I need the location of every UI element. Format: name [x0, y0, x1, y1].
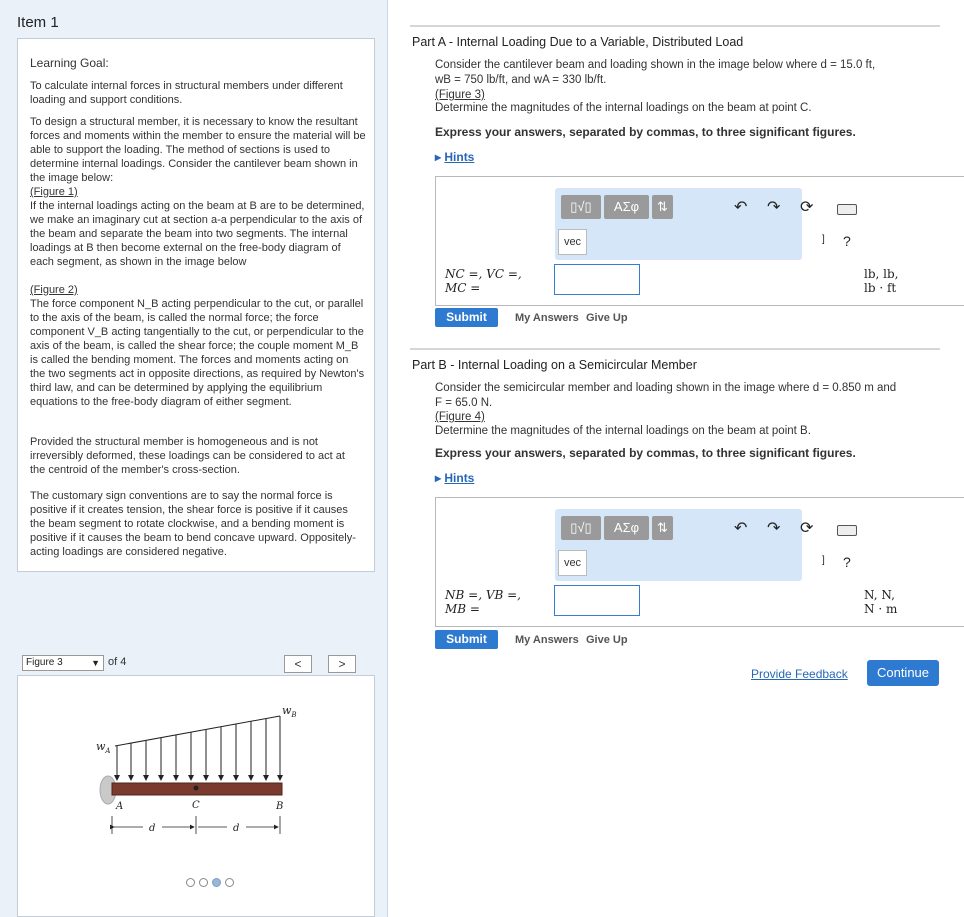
svg-text:wB [282, 704, 297, 719]
part-a-answer-input[interactable] [554, 264, 640, 295]
figure-panel [17, 675, 375, 917]
reset-icon[interactable]: ⟳ [800, 199, 814, 216]
figure-select-value: Figure 3 [26, 657, 63, 668]
sort-arrows-button[interactable]: ⇅ [652, 195, 673, 219]
prev-figure-button[interactable]: < [284, 655, 312, 673]
label-d1: d [149, 823, 156, 834]
part-a-units-line1: lb, lb, [864, 267, 899, 281]
help-icon[interactable]: ? [843, 554, 851, 570]
part-a-line1: Consider the cantilever beam and loading shown in the image below where d = 15.0 ft, [435, 59, 876, 71]
templates-button[interactable]: ▯√▯ [561, 195, 601, 219]
bracket-glyph: ] [822, 555, 825, 566]
part-a-my-answers-button[interactable]: My Answers [515, 312, 579, 324]
part-b-subtitle: - Internal Loading on a Semicircular Member [446, 358, 697, 372]
figure-3-diagram [18, 676, 374, 866]
learning-goal-p5: Provided the structural member is homogeneous and is not irreversibly deformed, these loadings can be considered to act at the centroid of the member's cross-section. [30, 436, 345, 476]
learning-goal-p3: If the internal loadings acting on the beam at B are to be determined, we make an imaginary cut at section a-a perpendicular to the axis of the beam and separate the beam into two segments. The internal loadings at B then become external on the free-body diagram of each segment, as shown in the image below [30, 200, 365, 268]
learning-goal-p1: To calculate internal forces in structural members under different loading and support conditions. [30, 80, 343, 106]
part-b-divider [410, 348, 940, 350]
part-a-answer-box [435, 176, 964, 306]
redo-icon[interactable]: ↷ [767, 520, 781, 537]
part-a-give-up-button[interactable]: Give Up [586, 312, 628, 324]
pager-dot[interactable] [186, 878, 195, 887]
part-a-units-line2: lb · ft [864, 281, 897, 295]
continue-button[interactable]: Continue [867, 660, 939, 686]
svg-text:wA [96, 740, 110, 755]
distributed-load-arrows [117, 716, 280, 780]
part-b-label: Part B [412, 358, 447, 372]
pager-dot[interactable] [199, 878, 208, 887]
redo-icon[interactable]: ↷ [767, 199, 781, 216]
label-a: A [116, 801, 124, 812]
keyboard-icon[interactable] [837, 204, 857, 215]
learning-goal-p2: To design a structural member, it is necessary to know the resultant forces and moments within the member to ensure the material will be able to support the loading. The method of sections is used to determine internal loadings. Consider the cantilever beam shown in the image below: [30, 116, 366, 184]
part-a-eq-line2: MC = [445, 281, 481, 295]
part-a-title [412, 35, 743, 49]
part-a-divider [410, 25, 940, 27]
part-b-submit-button[interactable]: Submit [435, 630, 498, 649]
part-a-label: Part A [412, 35, 446, 49]
part-b-toolbar [555, 509, 802, 581]
part-b-hints-link[interactable]: ▸ Hints [435, 471, 475, 485]
part-a-submit-button[interactable]: Submit [435, 308, 498, 327]
reset-icon[interactable]: ⟳ [800, 520, 814, 537]
greek-symbols-button[interactable]: ΑΣφ [604, 195, 649, 219]
part-b-give-up-button[interactable]: Give Up [586, 634, 628, 646]
learning-goal-p6: The customary sign conventions are to say the normal force is positive if it creates tension, the shear force is positive if it causes the beam segment to rotate clockwise, and a bending moment is positive if it causes the beam to bend concave upward. Oppositely-acting loadings are considered negative. [30, 490, 356, 558]
part-b-eq-line1: NB =, VB =, [445, 588, 521, 602]
point-c-marker [194, 786, 199, 791]
item-title: Item 1 [17, 14, 59, 31]
vec-button[interactable]: vec [558, 550, 587, 576]
part-b-line1: Consider the semicircular member and loading shown in the image where d = 0.850 m and [435, 382, 897, 394]
templates-button[interactable]: ▯√▯ [561, 516, 601, 540]
figure-1-link[interactable]: (Figure 1) [30, 186, 78, 198]
label-wa-sub: A [105, 747, 111, 755]
provide-feedback-link[interactable]: Provide Feedback [751, 667, 848, 681]
greek-symbols-button[interactable]: ΑΣφ [604, 516, 649, 540]
undo-icon[interactable]: ↶ [734, 520, 748, 537]
figure-2-link[interactable]: (Figure 2) [30, 284, 78, 296]
dimension-lines [112, 816, 280, 834]
chevron-down-icon: ▼ [91, 658, 100, 668]
part-b-instruction: Express your answers, separated by commas, to three significant figures. [435, 446, 856, 460]
help-icon[interactable]: ? [843, 233, 851, 249]
part-a-toolbar [555, 188, 802, 260]
label-c: C [192, 800, 200, 811]
part-a-eq-line1: NC =, VC =, [445, 267, 522, 281]
part-b-eq-line2: MB = [445, 602, 480, 616]
sort-arrows-button[interactable]: ⇅ [652, 516, 673, 540]
undo-icon[interactable]: ↶ [734, 199, 748, 216]
vec-button[interactable]: vec [558, 229, 587, 255]
part-a-hints-label: Hints [444, 150, 475, 164]
part-a-instruction: Express your answers, separated by commas, to three significant figures. [435, 125, 856, 139]
part-a-subtitle: - Internal Loading Due to a Variable, Distributed Load [445, 35, 744, 49]
part-b-answer-input[interactable] [554, 585, 640, 616]
label-wb-sub: B [291, 711, 297, 719]
part-b-title [412, 358, 697, 372]
part-b-hints-label: Hints [444, 471, 475, 485]
label-wb: w [282, 704, 292, 717]
keyboard-icon[interactable] [837, 525, 857, 536]
part-b-units-line1: N, N, [864, 588, 895, 602]
learning-goal-title: Learning Goal: [30, 56, 109, 70]
figure-navigator [22, 655, 374, 673]
figure-count: of 4 [108, 656, 127, 668]
part-b-line2: F = 65.0 N. [435, 397, 493, 409]
label-d2: d [233, 823, 240, 834]
figure-select[interactable] [22, 655, 104, 671]
bracket-glyph: ] [822, 234, 825, 245]
next-figure-button[interactable]: > [328, 655, 356, 673]
part-a-line2: wB = 750 lb/ft, and wA = 330 lb/ft. [435, 74, 607, 86]
figure-4-link[interactable]: (Figure 4) [435, 411, 485, 423]
figure-pager-dots [186, 876, 238, 890]
part-b-answer-box [435, 497, 964, 627]
label-wa: w [96, 740, 106, 753]
learning-goal-p4: The force component N_B acting perpendicular to the cut, or parallel to the axis of the beam, is called the normal force; the force component V_B acting tangentially to the cut, or perpendicular to the axis of the beam, is called the shear force; the couple moment M_B is called the bending moment. The forces and moments acting on the two segments act in opposite directions, as required by Newton's third law, and can be determined by applying the equilibrium equations to the free-body diagram of either segment. [30, 298, 365, 408]
pager-dot[interactable] [225, 878, 234, 887]
part-b-units-line2: N · m [864, 602, 898, 616]
part-a-line3: Determine the magnitudes of the internal loadings on the beam at point C. [435, 102, 812, 114]
figure-3-link[interactable]: (Figure 3) [435, 89, 485, 101]
part-b-my-answers-button[interactable]: My Answers [515, 634, 579, 646]
part-a-hints-link[interactable]: ▸ Hints [435, 150, 475, 164]
part-b-line3: Determine the magnitudes of the internal loadings on the beam at point B. [435, 425, 811, 437]
learning-goal-panel [17, 38, 375, 572]
label-b: B [276, 801, 284, 812]
pager-dot-active[interactable] [212, 878, 221, 887]
